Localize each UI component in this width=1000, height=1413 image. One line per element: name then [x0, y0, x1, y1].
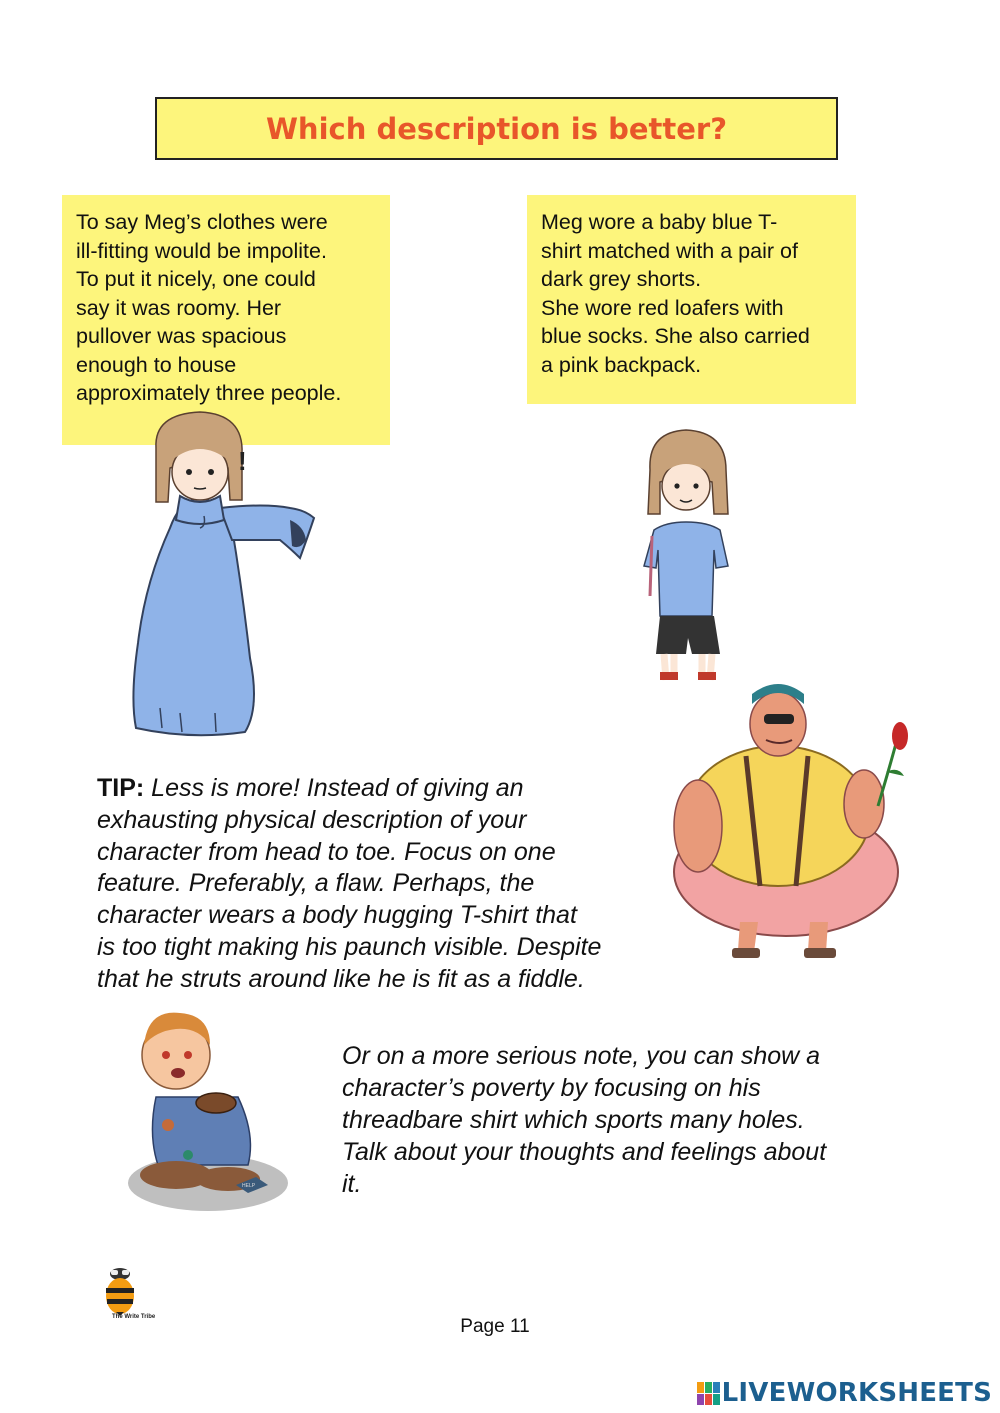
tip-line: that he struts around like he is fit as a fiddle.	[97, 964, 585, 993]
tip-line: character from head to toe. Focus on one	[97, 837, 556, 866]
description-note-right	[527, 195, 856, 404]
note-line: To put it nicely, one could	[76, 267, 316, 291]
note-line: dark grey shorts.	[541, 267, 702, 291]
meg-fitted-illustration	[636, 426, 746, 688]
brand-name: LIVEWORKSHEETS	[721, 1378, 992, 1408]
note-line: blue socks. She also carried	[541, 324, 810, 348]
note-line: enough to house	[76, 352, 237, 377]
serious-line: Talk about your thoughts and feelings about	[342, 1138, 827, 1166]
tip-line: character wears a body hugging T-shirt that	[97, 901, 577, 930]
meg-oversized-illustration	[120, 408, 330, 743]
note-line: Meg wore a baby blue T-	[541, 210, 778, 234]
tip-paragraph	[97, 773, 657, 996]
liveworksheets-logo-icon	[697, 1382, 720, 1405]
tip-line: is too tight making his paunch visible. Despite	[97, 932, 602, 961]
tip-line: exhausting physical description of your	[97, 805, 527, 834]
serious-line: Or on a more serious note, you can show a	[342, 1042, 821, 1070]
help-sign-text: HELP	[242, 1183, 256, 1189]
note-line: a pink backpack.	[541, 352, 702, 377]
note-line: say it was roomy. Her	[76, 295, 282, 320]
serious-line: threadbare shirt which sports many holes.	[342, 1106, 805, 1134]
page-title: Which description is better?	[265, 111, 728, 146]
tip-line: feature. Preferably, a flaw. Perhaps, the	[97, 869, 535, 898]
tip-label: TIP:	[97, 774, 145, 802]
note-line: pullover was spacious	[76, 324, 287, 348]
note-line: approximately three people.	[76, 381, 342, 405]
bee-logo-icon	[98, 1266, 142, 1316]
note-line: She wore red loafers with	[541, 295, 784, 320]
title-box	[155, 97, 838, 160]
note-line: shirt matched with a pair of	[541, 238, 798, 263]
serious-note-paragraph	[342, 1040, 902, 1200]
note-line: ill-fitting would be impolite.	[76, 238, 327, 263]
poor-boy-illustration	[128, 1005, 290, 1211]
liveworksheets-brand	[697, 1378, 992, 1408]
logo-text: The Write Tribe	[112, 1314, 156, 1320]
serious-line: it.	[342, 1170, 362, 1198]
note-line: To say Meg’s clothes were	[76, 210, 328, 234]
tip-line: Less is more! Instead of giving an	[144, 774, 524, 802]
exclamation-mark: !	[238, 446, 247, 476]
stout-man-illustration	[668, 686, 914, 972]
serious-line: character’s poverty by focusing on his	[342, 1074, 761, 1102]
page-number: Page 11	[460, 1316, 530, 1337]
